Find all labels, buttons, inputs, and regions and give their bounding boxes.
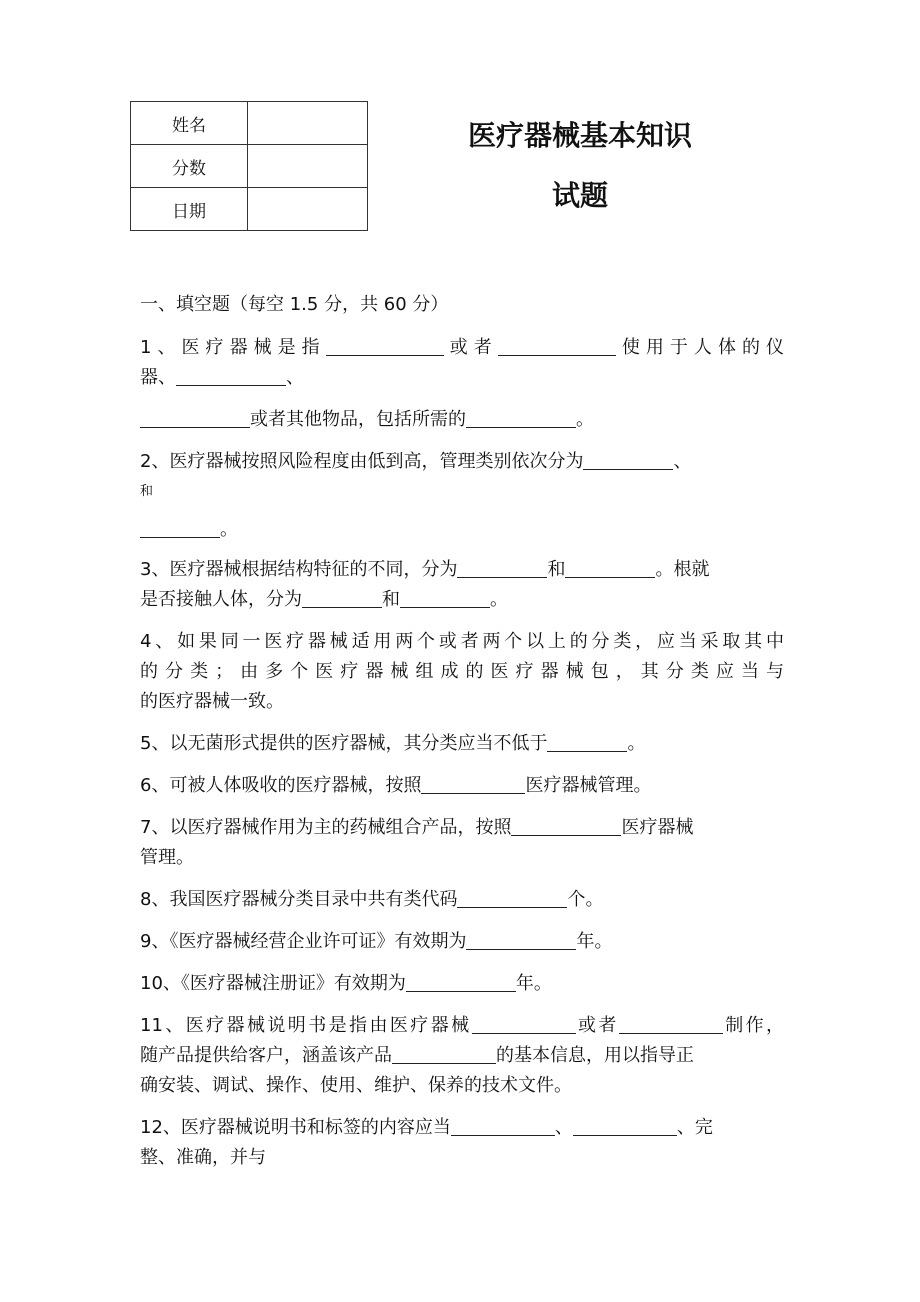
- q11-line-1: [140, 1011, 784, 1041]
- q12-line-1: [140, 1113, 784, 1143]
- q11-text-1: 11、医疗器械说明书是指由医疗器械: [140, 1015, 472, 1036]
- q12-text-1: 12、医疗器械说明书和标签的内容应当: [140, 1117, 451, 1138]
- q1-text-4: 器、: [140, 367, 176, 388]
- q2-text-1: 2、医疗器械按照风险程度由低到高，管理类别依次分为: [140, 451, 584, 472]
- q1-blank-2[interactable]: [498, 337, 616, 356]
- date-label: 日期: [131, 188, 248, 231]
- q1-text-3: 使用于人体的仪: [615, 337, 785, 358]
- q12-line-2: 整、准确，并与: [140, 1147, 266, 1168]
- score-field[interactable]: [248, 145, 368, 188]
- q6-blank-1[interactable]: [421, 775, 525, 794]
- score-label: 分数: [131, 145, 248, 188]
- question-1: [140, 333, 784, 435]
- q10-blank-1[interactable]: [406, 973, 516, 992]
- q7-blank-1[interactable]: [511, 817, 621, 836]
- question-10: [140, 969, 784, 999]
- q6-text-2: 医疗器械管理。: [525, 775, 652, 796]
- q7-text-1: 7、以医疗器械作用为主的药械组合产品，按照: [140, 817, 512, 838]
- q4-line-2: 的分类；由多个医疗器械组成的医疗器械包，其分类应当与: [140, 661, 784, 682]
- page-subtitle: 试题: [551, 179, 608, 212]
- q1-line-3: [140, 405, 784, 435]
- info-row-date: [131, 188, 368, 231]
- q2-blank-2[interactable]: [140, 519, 220, 538]
- q9-text-1: 9、《医疗器械经营企业许可证》有效期为: [140, 931, 467, 952]
- q1-line-1: [140, 333, 784, 363]
- q1-blank-5[interactable]: [466, 409, 576, 428]
- section-heading: 一、填空题（每空 1.5 分，共 60 分）: [140, 294, 449, 315]
- question-7: [140, 813, 784, 873]
- q1-text-5: 、: [286, 367, 304, 388]
- q11-blank-3[interactable]: [392, 1045, 496, 1064]
- question-content: [140, 290, 784, 1173]
- q3-text-6: 。: [490, 589, 508, 610]
- q1-blank-3[interactable]: [176, 367, 286, 386]
- info-table: [130, 101, 368, 231]
- q3-line-2: [140, 585, 784, 615]
- q3-line-1: [140, 555, 784, 585]
- date-field[interactable]: [248, 188, 368, 231]
- question-9: [140, 927, 784, 957]
- q8-text-1: 8、我国医疗器械分类目录中共有类代码: [140, 889, 458, 910]
- q1-text-2: 或者: [443, 337, 498, 358]
- q3-blank-3[interactable]: [302, 589, 382, 608]
- q7-line-2: 管理。: [140, 847, 194, 868]
- q11-blank-2[interactable]: [619, 1015, 723, 1034]
- q4-line-3: 的医疗器械一致。: [140, 691, 284, 712]
- q12-blank-1[interactable]: [451, 1117, 555, 1136]
- question-11: [140, 1011, 784, 1101]
- q5-blank-1[interactable]: [547, 733, 627, 752]
- question-8: [140, 885, 784, 915]
- q3-text-5: 和: [382, 589, 400, 610]
- question-5: [140, 729, 784, 759]
- q2-text-2: 、: [673, 451, 692, 472]
- q10-text-1: 10、《医疗器械注册证》有效期为: [140, 973, 406, 994]
- question-2: [140, 447, 784, 545]
- q2-line-1: [140, 447, 784, 477]
- info-row-name: [131, 102, 368, 145]
- q1-text-6: 或者其他物品，包括所需的: [250, 409, 466, 430]
- q7-line-1: [140, 813, 784, 843]
- q3-text-4: 是否接触人体，分为: [140, 589, 302, 610]
- q8-text-2: 个。: [567, 889, 604, 910]
- q2-line-2: 和: [140, 484, 154, 499]
- q10-text-2: 年。: [515, 973, 552, 994]
- q1-text-7: 。: [576, 409, 594, 430]
- question-6: [140, 771, 784, 801]
- q1-text-1: 1、医疗器械是指: [140, 337, 326, 358]
- q12-text-3: 、完: [676, 1117, 713, 1138]
- info-row-score: [131, 145, 368, 188]
- q1-blank-1[interactable]: [326, 337, 444, 356]
- q11-line-2: [140, 1041, 784, 1071]
- q3-blank-4[interactable]: [400, 589, 490, 608]
- q12-blank-2[interactable]: [573, 1117, 677, 1136]
- q9-blank-1[interactable]: [466, 931, 576, 950]
- name-label: 姓名: [131, 102, 248, 145]
- q6-text-1: 6、可被人体吸收的医疗器械，按照: [140, 775, 422, 796]
- q11-text-5: 的基本信息，用以指导正: [496, 1045, 694, 1066]
- q2-text-4: 。: [220, 519, 238, 540]
- q11-text-2: 或者: [575, 1015, 619, 1036]
- q7-text-2: 医疗器械: [621, 817, 694, 838]
- q11-text-4: 随产品提供给客户，涵盖该产品: [140, 1045, 392, 1066]
- q3-text-3: 。根就: [655, 559, 710, 580]
- q3-blank-2[interactable]: [565, 559, 655, 578]
- q1-line-2: [140, 363, 784, 393]
- q11-line-3: 确安装、调试、操作、使用、维护、保养的技术文件。: [140, 1075, 572, 1096]
- question-12: [140, 1113, 784, 1173]
- q4-line-1: 4、如果同一医疗器械适用两个或者两个以上的分类，应当采取其中: [140, 631, 784, 652]
- q2-line-3: [140, 515, 784, 545]
- q8-blank-1[interactable]: [457, 889, 567, 908]
- q5-text-1: 5、以无菌形式提供的医疗器械，其分类应当不低于: [140, 733, 548, 754]
- page-title: 医疗器械基本知识: [467, 119, 692, 152]
- q11-blank-1[interactable]: [472, 1015, 576, 1034]
- question-3: [140, 555, 784, 615]
- name-field[interactable]: [248, 102, 368, 145]
- q9-text-2: 年。: [576, 931, 613, 952]
- q11-text-3: 制作，: [722, 1015, 785, 1036]
- q3-blank-1[interactable]: [457, 559, 547, 578]
- q2-blank-1[interactable]: [583, 451, 673, 470]
- q3-text-2: 和: [547, 559, 566, 580]
- q3-text-1: 3、医疗器械根据结构特征的不同，分为: [140, 559, 458, 580]
- question-4: [140, 627, 784, 717]
- q1-blank-4[interactable]: [140, 409, 250, 428]
- q5-text-2: 。: [627, 733, 646, 754]
- q12-text-2: 、: [554, 1117, 573, 1138]
